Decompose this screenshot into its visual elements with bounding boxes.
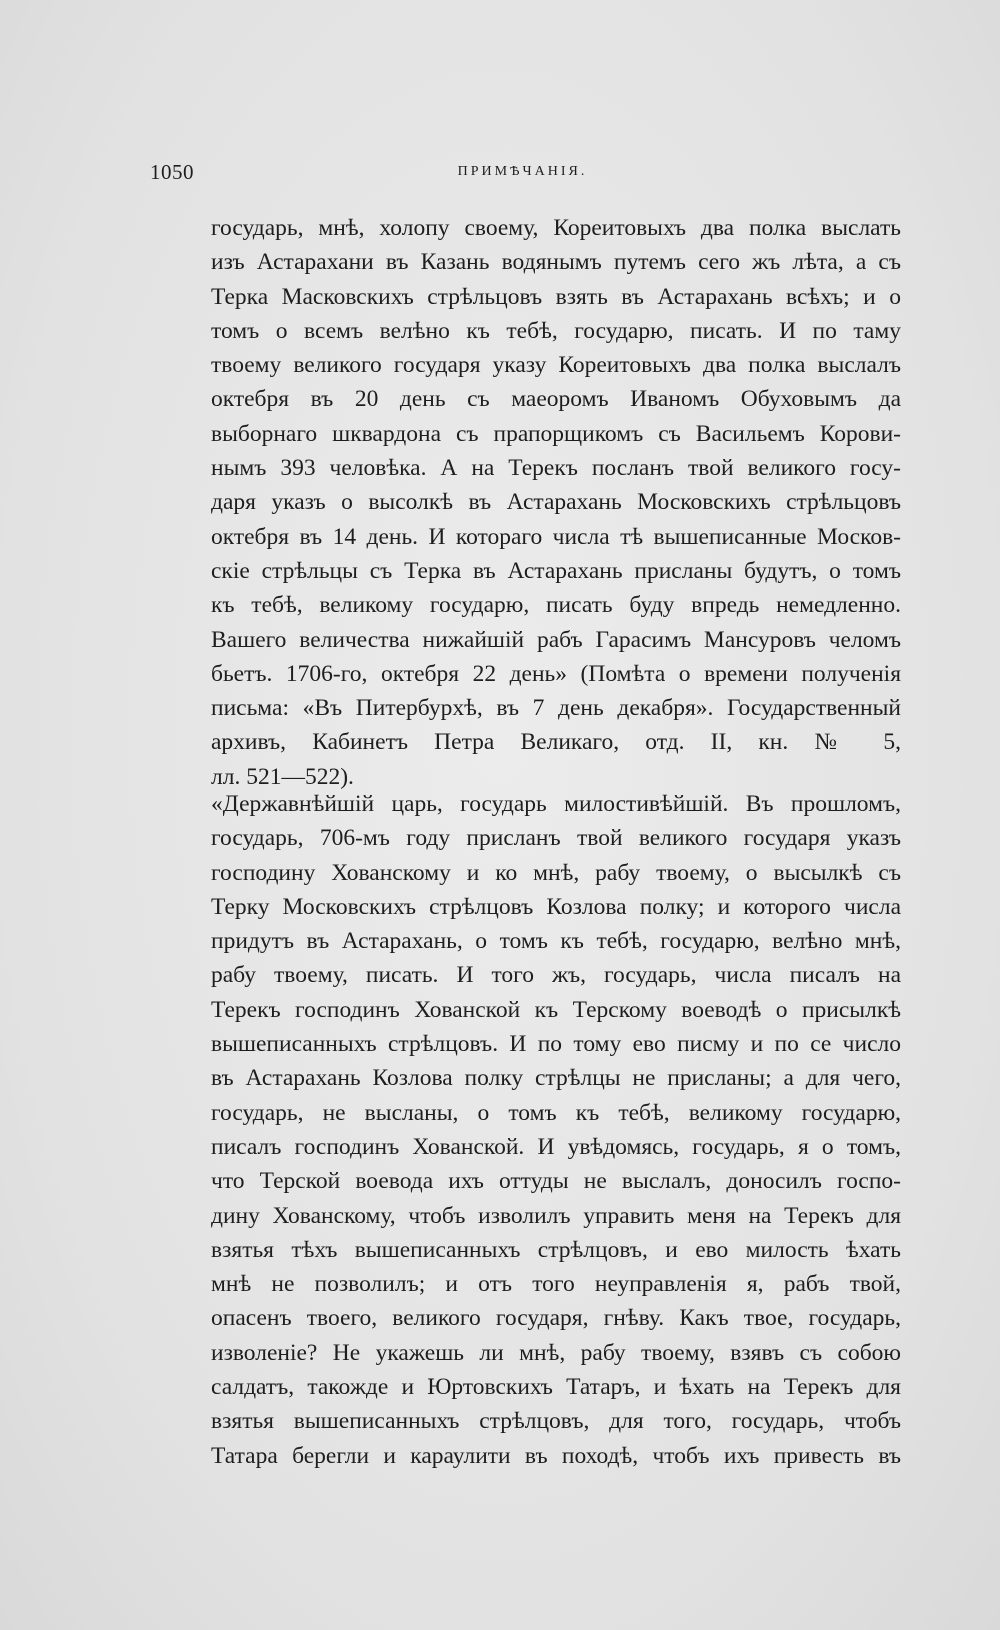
text-line: скіе стрѣльцы съ Терка въ Астарахань присланы будутъ, о томъ — [211, 557, 901, 584]
text-line: Терка Масковскихъ стрѣльцовъ взять въ Астарахань всѣхъ; и о — [211, 283, 901, 310]
text-line: даря указъ о высолкѣ въ Астарахань Московскихъ стрѣльцовъ — [211, 489, 901, 516]
text-line: выборнаго шквардона съ прапорщикомъ съ Васильемъ Корови- — [211, 420, 901, 447]
text-line: въ Астарахань Козлова полку стрѣлцы не присланы; а для чего, — [211, 1065, 901, 1092]
text-line: взятья тѣхъ вышеписанныхъ стрѣлцовъ, и ево милость ѣхать — [211, 1236, 901, 1263]
text-line: томъ о всемъ велѣно къ тебѣ, государю, писать. И по таму — [211, 317, 901, 344]
text-line: вышеписанныхъ стрѣлцовъ. И по тому ево писму и по се число — [211, 1031, 901, 1058]
text-line: взятья вышеписанныхъ стрѣлцовъ, для того, государь, чтобъ — [211, 1408, 901, 1435]
text-line: государь, не высланы, о томъ къ тебѣ, великому государю, — [211, 1099, 901, 1126]
text-line: октебря въ 14 день. И котораго числа тѣ вышеписанные Москов- — [211, 523, 901, 550]
text-line: твоему великого государя указу Кореитовыхъ два полка выслалъ — [211, 352, 901, 379]
text-line: Вашего величества нижайшій рабъ Гарасимъ Мансуровъ челомъ — [211, 626, 901, 653]
text-line: изъ Астарахани въ Казань водянымъ путемъ сего жъ лѣта, а съ — [211, 249, 901, 276]
text-line: мнѣ не позволилъ; и отъ того неуправленія я, рабъ твой, — [211, 1271, 901, 1298]
text-line: господину Хованскому и ко мнѣ, рабу твоему, о высылкѣ съ — [211, 859, 901, 886]
page-number: 1050 — [150, 160, 194, 184]
text-line: октебря въ 20 день съ маеоромъ Иваномъ Обуховымъ да — [211, 386, 901, 413]
paragraph-1 — [211, 211, 901, 794]
text-line: Татара берегли и караулити въ походѣ, чтобъ ихъ привесть въ — [211, 1442, 901, 1469]
text-line: «Державнѣйшій царь, государь милостивѣйшій. Въ прошломъ, — [211, 791, 901, 817]
text-line: государь, 706-мъ году присланъ твой великого государя указъ — [211, 825, 901, 852]
text-line: опасенъ твоего, великого государя, гнѣву. Какъ твое, государь, — [211, 1305, 901, 1332]
paragraph-2 — [211, 787, 901, 1473]
running-head — [150, 160, 895, 186]
text-line: государь, мнѣ, холопу своему, Кореитовыхъ два полка выслать — [211, 215, 901, 241]
text-line: Терку Московскихъ стрѣлцовъ Козлова полку; и которого числа — [211, 893, 901, 920]
text-line: Терекъ господинъ Хованской къ Терскому воеводѣ о присылкѣ — [211, 996, 901, 1023]
text-line: писалъ господинъ Хованской. И увѣдомясь, государь, я о томъ, — [211, 1133, 901, 1160]
text-line: письма: «Въ Питербурхѣ, въ 7 день декабря». Государственный — [211, 695, 901, 722]
text-line: что Терской воевода ихъ оттуды не выслалъ, доносилъ госпо- — [211, 1168, 901, 1195]
text-line: дину Хованскому, чтобъ изволилъ управить меня на Терекъ для — [211, 1202, 901, 1229]
text-line: бьетъ. 1706-го, октебря 22 день» (Помѣта о времени полученія — [211, 660, 901, 687]
section-title: ПРИМѢЧАНІЯ. — [457, 164, 588, 179]
text-line: придутъ въ Астарахань, о томъ къ тебѣ, государю, велѣно мнѣ, — [211, 928, 901, 955]
text-line: изволеніе? Не укажешь ли мнѣ, рабу твоему, взявъ съ собою — [211, 1339, 901, 1366]
text-line: архивъ, Кабинетъ Петра Великаго, отд. II, кн. № 5, — [211, 729, 901, 756]
text-line: нымъ 393 человѣка. А на Терекъ посланъ твой великого госу- — [211, 455, 901, 482]
text-line: къ тебѣ, великому государю, писать буду впредь немедленно. — [211, 592, 901, 619]
text-line: лл. 521—522). — [211, 763, 354, 790]
text-line: салдатъ, такожде и Юртовскихъ Татаръ, и ѣхать на Терекъ для — [211, 1374, 901, 1401]
text-line: рабу твоему, писать. И того жъ, государь, числа писалъ на — [211, 962, 901, 989]
